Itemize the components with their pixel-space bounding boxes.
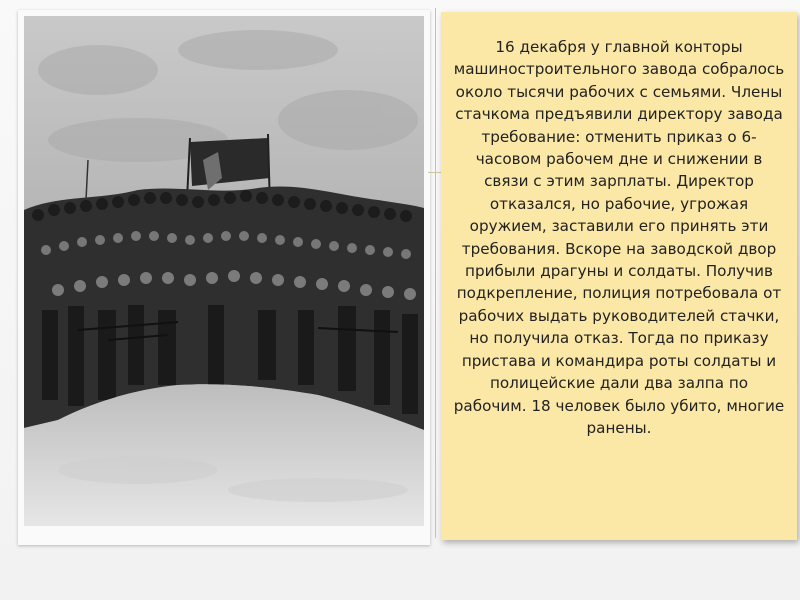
text-panel	[441, 12, 797, 540]
historical-photo	[18, 10, 430, 545]
crowd-photo-icon	[18, 10, 430, 545]
divider-connector	[428, 172, 442, 173]
vertical-divider	[435, 8, 436, 538]
historical-text: 16 декабря у главной конторы машиностроительного завода собралось около тысячи рабочих с семьями. Члены стачкома предъявили директору завода требование: отменить приказ о 6-часовом рабочем дне и снижении в связи с этим зарплаты. Директор отказался, но рабочие, угрожая оружием, заставили его принять эти требования. Вскоре на заводской двор прибыли драгуны и солдаты. Получив подкрепление, полиция потребовала от рабочих выдать руководителей стачки, но получила отказ. Тогда по приказу пристава и командира роты солдаты и полицейские дали два залпа по рабочим. 18 человек было убито, многие ранены.	[453, 38, 785, 437]
